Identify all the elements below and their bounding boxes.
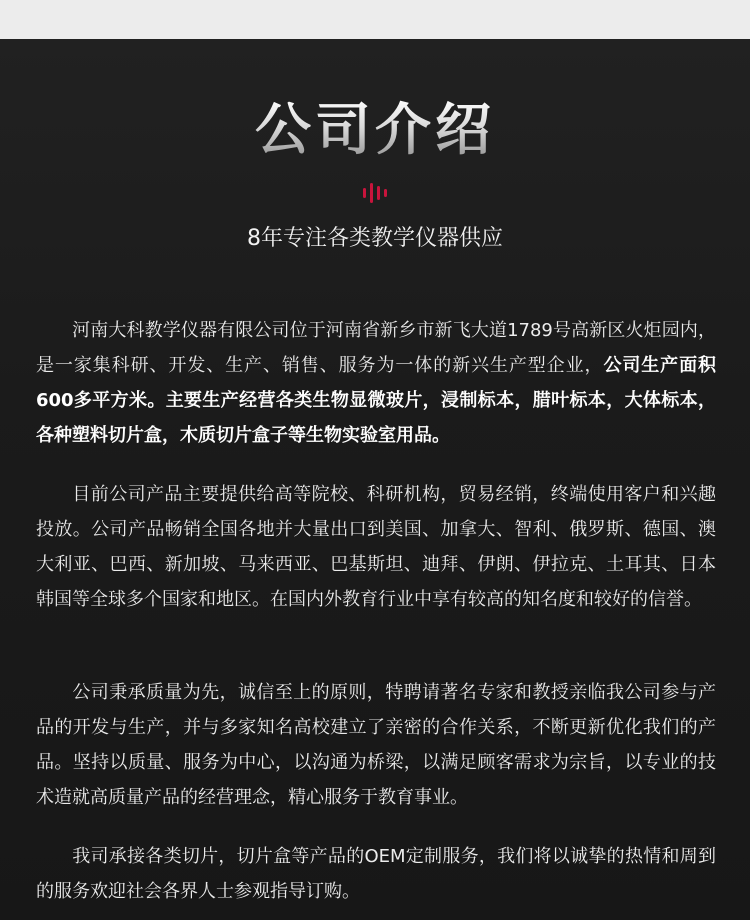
paragraph-text: 我司承接各类切片，切片盒等产品的OEM定制服务，我们将以诚挚的热情和周到的服务欢迎社会各界人士参观指导订购。 (36, 846, 716, 902)
paragraph-text: 公司秉承质量为先，诚信至上的原则，特聘请著名专家和教授亲临我公司参与产品的开发与生产，并与多家知名高校建立了亲密的合作关系，不断更新优化我们的产品。坚持以质量、服务为中心，以沟通为桥梁，以满足顾客需求为宗旨，以专业的技术造就高质量产品的经营理念，精心服务于教育事业。 (36, 682, 716, 808)
philosophy-paragraph (36, 675, 716, 815)
top-band (0, 0, 750, 39)
market-paragraph (36, 477, 716, 617)
paragraph-bold-text: 公司生产面积600多平方米。主要生产经营各类生物显微玻片，浸制标本，腊叶标本，大体标本，各种塑料切片盒，木质切片盒子等生物实验室用品。 (36, 355, 717, 446)
paragraph-text: 河南大科教学仪器有限公司位于河南省新乡市新飞大道1789号高新区火炬园内，是一家集科研、开发、生产、销售、服务为一体的新兴生产型企业， (36, 320, 716, 376)
oem-paragraph (36, 839, 716, 909)
deco-bar (377, 186, 380, 200)
deco-bar (370, 183, 373, 203)
paragraph-text: 目前公司产品主要提供给高等院校、科研机构，贸易经销，终端使用客户和兴趣投放。公司产品畅销全国各地并大量出口到美国、加拿大、智利、俄罗斯、德国、澳大利亚、巴西、新加坡、马来西亚、巴基斯坦、迪拜、伊朗、伊拉克、土耳其、日本韩国等全球多个国家和地区。在国内外教育行业中享有较高的知名度和较好的信誉。 (36, 484, 716, 610)
deco-bar (384, 189, 387, 197)
deco-bar (363, 188, 366, 198)
page-title: 公司介绍 (0, 98, 750, 164)
intro-paragraph (36, 313, 716, 453)
sound-bars-icon (363, 183, 389, 203)
page-subtitle: 8年专注各类教学仪器供应 (247, 226, 503, 251)
